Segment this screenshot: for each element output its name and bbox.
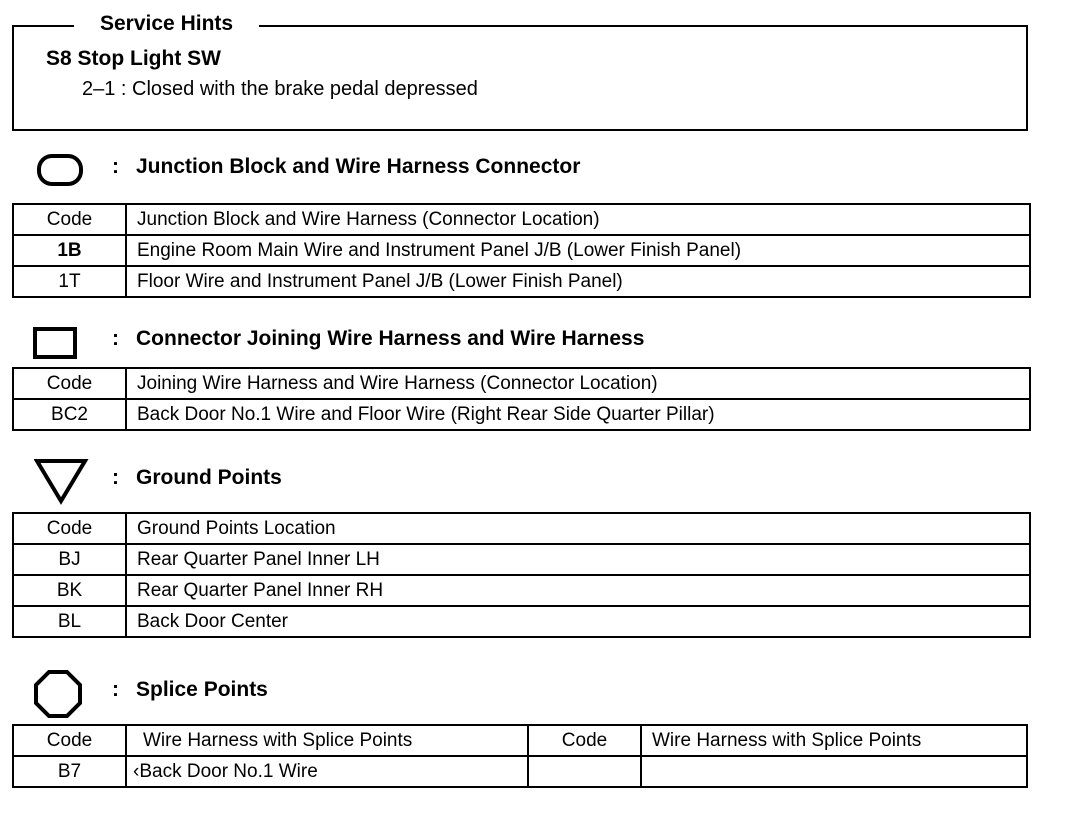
header-desc: Joining Wire Harness and Wire Harness (Connector Location): [126, 368, 1030, 399]
splice-points-heading: [0, 668, 1072, 718]
splice-points-table: [12, 724, 1028, 788]
splice-points-label: Splice Points: [136, 678, 268, 701]
connector-joining-label: Connector Joining Wire Harness and Wire Harness: [136, 327, 645, 350]
row-code: 1B: [13, 235, 126, 266]
header-desc-1: Wire Harness with Splice Points: [126, 725, 528, 756]
header-code-1: Code: [13, 725, 126, 756]
ground-points-table: [12, 512, 1031, 638]
row-desc: Floor Wire and Instrument Panel J/B (Lower Finish Panel): [126, 266, 1030, 297]
header-desc-2: Wire Harness with Splice Points: [641, 725, 1027, 756]
table-row: [13, 606, 1030, 637]
connector-joining-table: [12, 367, 1031, 431]
header-desc: Ground Points Location: [126, 513, 1030, 544]
service-hints-heading: S8 Stop Light SW: [46, 47, 221, 70]
service-hints-detail: 2–1 : Closed with the brake pedal depressed: [82, 78, 478, 100]
header-code: Code: [13, 368, 126, 399]
row-desc-2: [641, 756, 1027, 787]
table-row: [13, 575, 1030, 606]
junction-block-colon: :: [112, 155, 119, 178]
table-header-row: [13, 513, 1030, 544]
ground-points-heading: [0, 456, 1072, 506]
row-desc-1: ‹Back Door No.1 Wire: [126, 756, 528, 787]
row-code: BC2: [13, 399, 126, 430]
row-code: BL: [13, 606, 126, 637]
table-header-row: [13, 204, 1030, 235]
row-code: BJ: [13, 544, 126, 575]
down-triangle-icon: [34, 456, 90, 506]
row-code: BK: [13, 575, 126, 606]
row-desc: Rear Quarter Panel Inner LH: [126, 544, 1030, 575]
header-code-2: Code: [528, 725, 641, 756]
table-row: [13, 235, 1030, 266]
rounded-rectangle-icon: [36, 152, 84, 188]
table-row: [13, 756, 1027, 787]
table-header-row: [13, 725, 1027, 756]
row-code: 1T: [13, 266, 126, 297]
header-code: Code: [13, 513, 126, 544]
connector-joining-heading: [0, 320, 1072, 370]
table-row: [13, 266, 1030, 297]
splice-points-colon: :: [112, 678, 119, 701]
row-desc: Engine Room Main Wire and Instrument Panel J/B (Lower Finish Panel): [126, 235, 1030, 266]
junction-block-heading: [0, 148, 1072, 198]
table-row: [13, 544, 1030, 575]
connector-joining-colon: :: [112, 327, 119, 350]
octagon-icon: [32, 668, 86, 720]
junction-block-label: Junction Block and Wire Harness Connector: [136, 155, 581, 178]
table-row: [13, 399, 1030, 430]
header-code: Code: [13, 204, 126, 235]
service-hints-title: Service Hints: [74, 10, 259, 38]
row-code-2: [528, 756, 641, 787]
rectangle-icon: [32, 326, 80, 362]
ground-points-colon: :: [112, 466, 119, 489]
row-desc: Rear Quarter Panel Inner RH: [126, 575, 1030, 606]
row-desc: Back Door Center: [126, 606, 1030, 637]
header-desc: Junction Block and Wire Harness (Connector Location): [126, 204, 1030, 235]
table-header-row: [13, 368, 1030, 399]
row-code-1: B7: [13, 756, 126, 787]
junction-block-table: [12, 203, 1031, 298]
row-desc: Back Door No.1 Wire and Floor Wire (Right Rear Side Quarter Pillar): [126, 399, 1030, 430]
ground-points-label: Ground Points: [136, 466, 282, 489]
